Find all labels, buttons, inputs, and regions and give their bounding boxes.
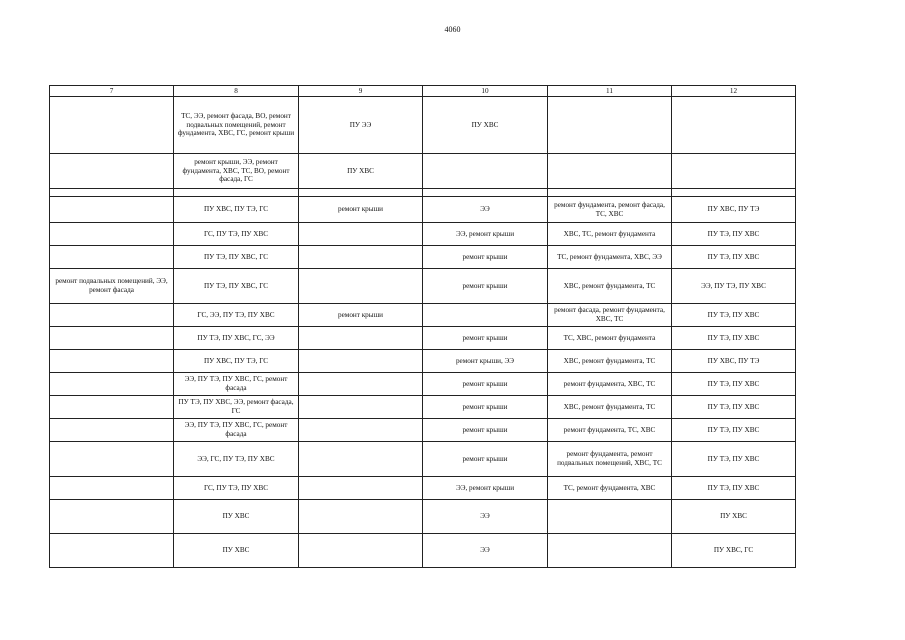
- table-cell: ПУ ТЭ, ПУ ХВС, ГС: [174, 269, 299, 304]
- table-cell: [548, 189, 672, 197]
- table-row: [50, 223, 796, 246]
- table-cell: [299, 534, 423, 568]
- table-cell: ремонт крыши, ЭЭ: [423, 350, 548, 373]
- table-cell: [50, 97, 174, 154]
- table-cell: [548, 154, 672, 189]
- table-cell: ПУ ТЭ, ПУ ХВС: [672, 419, 796, 442]
- table-row: [50, 500, 796, 534]
- table-cell: ПУ ТЭ, ПУ ХВС, ГС: [174, 246, 299, 269]
- table-cell: [548, 534, 672, 568]
- table-cell: ГС, ЭЭ, ПУ ТЭ, ПУ ХВС: [174, 304, 299, 327]
- header-cell: 10: [423, 86, 548, 97]
- table-cell: [50, 477, 174, 500]
- table-cell: ПУ ТЭ, ПУ ХВС, ГС, ЭЭ: [174, 327, 299, 350]
- table-cell: ТС, ХВС, ремонт фундамента: [548, 327, 672, 350]
- table-row: [50, 197, 796, 223]
- table-cell: ПУ ХВС: [299, 154, 423, 189]
- header-cell: 7: [50, 86, 174, 97]
- table-cell: ГС, ПУ ТЭ, ПУ ХВС: [174, 223, 299, 246]
- table-cell: ПУ ТЭ, ПУ ХВС: [672, 396, 796, 419]
- table-cell: ЭЭ, ПУ ТЭ, ПУ ХВС, ГС, ремонт фасада: [174, 373, 299, 396]
- table-cell: [423, 304, 548, 327]
- table-cell: [50, 350, 174, 373]
- table-cell: [423, 189, 548, 197]
- table-row: [50, 246, 796, 269]
- table-row: [50, 534, 796, 568]
- header-cell: 9: [299, 86, 423, 97]
- table-cell: [50, 419, 174, 442]
- table-cell: ХВС, ремонт фундамента, ТС: [548, 269, 672, 304]
- table-cell: ТС, ремонт фундамента, ХВС, ЭЭ: [548, 246, 672, 269]
- table-cell: [423, 154, 548, 189]
- table-cell: ПУ ХВС, ГС: [672, 534, 796, 568]
- header-cell: 8: [174, 86, 299, 97]
- table-cell: ЭЭ, ПУ ТЭ, ПУ ХВС: [672, 269, 796, 304]
- table-cell: [50, 373, 174, 396]
- table-cell: [299, 246, 423, 269]
- table-row: [50, 442, 796, 477]
- table-cell: ремонт фундамента, ТС, ХВС: [548, 419, 672, 442]
- table-cell: ТС, ЭЭ, ремонт фасада, ВО, ремонт подвальных помещений, ремонт фундамента, ХВС, ГС, ремонт крыши: [174, 97, 299, 154]
- table-cell: ремонт крыши: [299, 304, 423, 327]
- table-cell: ХВС, ТС, ремонт фундамента: [548, 223, 672, 246]
- table-cell: ПУ ХВС, ПУ ТЭ, ГС: [174, 350, 299, 373]
- table-cell: ЭЭ, ремонт крыши: [423, 223, 548, 246]
- table-cell: ремонт крыши: [423, 419, 548, 442]
- table-cell: ПУ ХВС: [174, 534, 299, 568]
- table-cell: [299, 223, 423, 246]
- table-cell: ремонт фундамента, ремонт подвальных помещений, ХВС, ТС: [548, 442, 672, 477]
- table-cell: [548, 97, 672, 154]
- table-cell: ЭЭ, ГС, ПУ ТЭ, ПУ ХВС: [174, 442, 299, 477]
- table-cell: [548, 500, 672, 534]
- table-cell: ремонт крыши: [299, 197, 423, 223]
- table-cell: [299, 350, 423, 373]
- table-cell: [50, 500, 174, 534]
- table-cell: ЭЭ: [423, 500, 548, 534]
- table-row: [50, 327, 796, 350]
- table-cell: [299, 327, 423, 350]
- table-cell: [299, 500, 423, 534]
- table-cell: ПУ ХВС, ПУ ТЭ: [672, 197, 796, 223]
- page-number: 4060: [444, 25, 461, 34]
- table-cell: [50, 189, 174, 197]
- table-cell: ПУ ТЭ, ПУ ХВС: [672, 304, 796, 327]
- table-cell: [672, 189, 796, 197]
- table-cell: ремонт подвальных помещений, ЭЭ, ремонт фасада: [50, 269, 174, 304]
- table-cell: ЭЭ: [423, 197, 548, 223]
- table-cell: ПУ ТЭ, ПУ ХВС: [672, 373, 796, 396]
- table-cell: [50, 534, 174, 568]
- table-cell: ПУ ХВС: [672, 500, 796, 534]
- table-row: [50, 189, 796, 197]
- data-table: [49, 85, 796, 568]
- header-cell: 12: [672, 86, 796, 97]
- table-cell: [50, 197, 174, 223]
- table-cell: ЭЭ, ПУ ТЭ, ПУ ХВС, ГС, ремонт фасада: [174, 419, 299, 442]
- table-row: [50, 419, 796, 442]
- table-cell: ремонт фасада, ремонт фундамента, ХВС, ТС: [548, 304, 672, 327]
- table-cell: [174, 189, 299, 197]
- table-cell: [299, 396, 423, 419]
- table-cell: [50, 223, 174, 246]
- table-cell: [299, 442, 423, 477]
- table-cell: ПУ ХВС: [174, 500, 299, 534]
- table-cell: ремонт крыши: [423, 442, 548, 477]
- table-cell: ЭЭ: [423, 534, 548, 568]
- table-cell: [299, 269, 423, 304]
- table-cell: ПУ ТЭ, ПУ ХВС: [672, 477, 796, 500]
- table-row: [50, 350, 796, 373]
- table-cell: [299, 373, 423, 396]
- table-cell: [50, 246, 174, 269]
- table-cell: ПУ ТЭ, ПУ ХВС: [672, 223, 796, 246]
- table-cell: ремонт крыши: [423, 246, 548, 269]
- table-cell: ПУ ТЭ, ПУ ХВС: [672, 442, 796, 477]
- table-cell: ремонт крыши: [423, 396, 548, 419]
- table-cell: [50, 154, 174, 189]
- table-row: [50, 373, 796, 396]
- table-cell: ЭЭ, ремонт крыши: [423, 477, 548, 500]
- table-row: [50, 154, 796, 189]
- table-cell: ХВС, ремонт фундамента, ТС: [548, 396, 672, 419]
- table-cell: ремонт крыши, ЭЭ, ремонт фундамента, ХВС, ТС, ВО, ремонт фасада, ГС: [174, 154, 299, 189]
- table-cell: ПУ ХВС, ПУ ТЭ, ГС: [174, 197, 299, 223]
- table-cell: [50, 327, 174, 350]
- table-cell: ремонт крыши: [423, 373, 548, 396]
- table-cell: ПУ ХВС, ПУ ТЭ: [672, 350, 796, 373]
- table-cell: [672, 154, 796, 189]
- table-cell: ГС, ПУ ТЭ, ПУ ХВС: [174, 477, 299, 500]
- table-cell: ремонт фундамента, ХВС, ТС: [548, 373, 672, 396]
- header-cell: 11: [548, 86, 672, 97]
- table-cell: [299, 477, 423, 500]
- header-row: [50, 86, 796, 97]
- table-cell: ПУ ХВС: [423, 97, 548, 154]
- table-cell: ремонт фундамента, ремонт фасада, ТС, ХВС: [548, 197, 672, 223]
- table-cell: ПУ ТЭ, ПУ ХВС, ЭЭ, ремонт фасада, ГС: [174, 396, 299, 419]
- table-cell: ремонт крыши: [423, 269, 548, 304]
- table-cell: [672, 97, 796, 154]
- table-cell: ремонт крыши: [423, 327, 548, 350]
- table-row: [50, 477, 796, 500]
- table-row: [50, 97, 796, 154]
- table-cell: [50, 304, 174, 327]
- table-cell: [50, 396, 174, 419]
- table-cell: ТС, ремонт фундамента, ХВС: [548, 477, 672, 500]
- table-cell: ХВС, ремонт фундамента, ТС: [548, 350, 672, 373]
- table-body: [50, 86, 796, 568]
- table-row: [50, 396, 796, 419]
- table-row: [50, 269, 796, 304]
- table-cell: [299, 419, 423, 442]
- table-cell: [299, 189, 423, 197]
- table-cell: ПУ ТЭ, ПУ ХВС: [672, 327, 796, 350]
- table-row: [50, 304, 796, 327]
- table-cell: ПУ ТЭ, ПУ ХВС: [672, 246, 796, 269]
- table-cell: [50, 442, 174, 477]
- table-cell: ПУ ЭЭ: [299, 97, 423, 154]
